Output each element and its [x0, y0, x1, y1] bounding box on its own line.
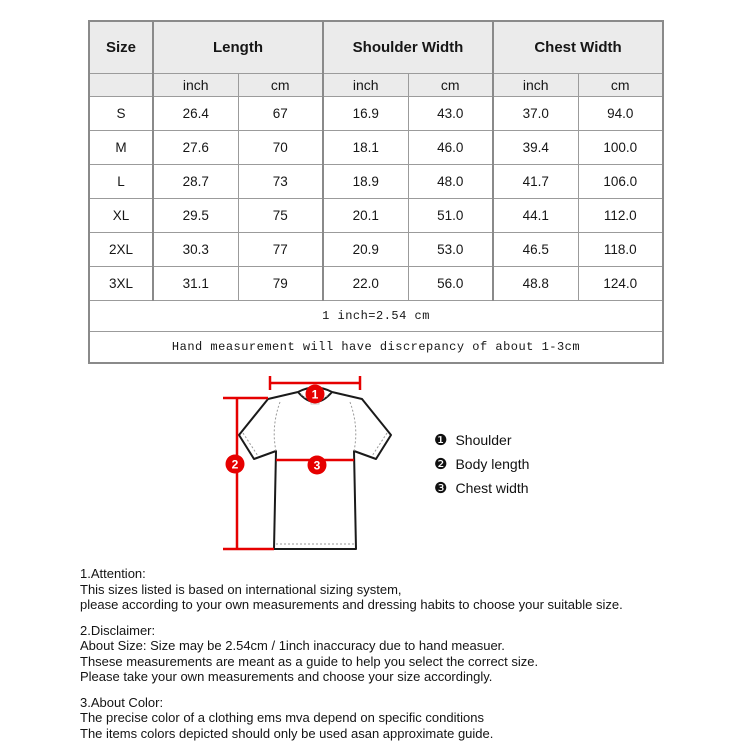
cell-value: 31.1	[153, 266, 238, 300]
legend-label: Body length	[455, 456, 530, 472]
table-row-s	[89, 96, 663, 130]
table-row-m	[89, 130, 663, 164]
cell-value: 77	[238, 232, 323, 266]
svg-text:1: 1	[311, 387, 319, 402]
table-row-3xl	[89, 266, 663, 300]
cell-value: 67	[238, 96, 323, 130]
size-label: L	[89, 164, 153, 198]
cell-value: 79	[238, 266, 323, 300]
cell-value: 70	[238, 130, 323, 164]
note-hand-measurement: Hand measurement will have discrepancy of about 1-3cm	[89, 331, 663, 363]
cell-value: 48.8	[493, 266, 578, 300]
cell-value: 106.0	[578, 164, 663, 198]
legend-label: Shoulder	[455, 432, 512, 448]
svg-text:3: 3	[313, 458, 321, 473]
cell-value: 124.0	[578, 266, 663, 300]
cell-value: 48.0	[408, 164, 493, 198]
cell-value: 20.9	[323, 232, 408, 266]
table-row-xl	[89, 198, 663, 232]
cell-value: 18.1	[323, 130, 408, 164]
subheader-chest-inch: inch	[493, 73, 578, 96]
info-text-block	[80, 566, 730, 750]
legend-label: Chest width	[455, 480, 529, 496]
table-row-l	[89, 164, 663, 198]
section-line: About Size: Size may be 2.54cm / 1inch inaccuracy due to hand measuer.	[80, 638, 505, 653]
size-label: 3XL	[89, 266, 153, 300]
subheader-length-inch: inch	[153, 73, 238, 96]
table-header-row	[89, 21, 663, 73]
cell-value: 43.0	[408, 96, 493, 130]
tshirt-measurement-diagram	[210, 372, 425, 560]
table-note-row	[89, 331, 663, 363]
section-line: please according to your own measurements and dressing habits to choose your suitable size.	[80, 597, 623, 612]
cell-value: 26.4	[153, 96, 238, 130]
section-line: This sizes listed is based on international sizing system,	[80, 581, 402, 597]
subheader-blank	[89, 73, 153, 96]
circled-one-icon: ❶	[434, 430, 448, 449]
subheader-chest-cm: cm	[578, 73, 663, 96]
cell-value: 51.0	[408, 198, 493, 232]
cell-value: 94.0	[578, 96, 663, 130]
marker-2	[226, 455, 245, 474]
about-color-section	[80, 695, 730, 742]
cell-value: 118.0	[578, 232, 663, 266]
size-label: S	[89, 96, 153, 130]
cell-value: 75	[238, 198, 323, 232]
subheader-shoulder-cm: cm	[408, 73, 493, 96]
cell-value: 41.7	[493, 164, 578, 198]
cell-value: 29.5	[153, 198, 238, 232]
column-header-size: Size	[89, 21, 153, 73]
note-inch-conversion: 1 inch=2.54 cm	[89, 300, 663, 331]
cell-value: 100.0	[578, 130, 663, 164]
cell-value: 30.3	[153, 232, 238, 266]
cell-value: 22.0	[323, 266, 408, 300]
cell-value: 18.9	[323, 164, 408, 198]
measurement-legend	[434, 432, 529, 496]
cell-value: 46.0	[408, 130, 493, 164]
cell-value: 27.6	[153, 130, 238, 164]
section-line: Thsese measurements are meant as a guide to help you select the correct size.	[80, 653, 539, 669]
legend-item-body-length	[434, 456, 529, 472]
attention-section	[80, 566, 730, 613]
marker-3	[308, 456, 327, 475]
section-line: The items colors depicted should only be used asan approximate guide.	[80, 725, 494, 741]
disclaimer-section	[80, 623, 730, 685]
cell-value: 37.0	[493, 96, 578, 130]
subheader-length-cm: cm	[238, 73, 323, 96]
cell-value: 112.0	[578, 198, 663, 232]
cell-value: 39.4	[493, 130, 578, 164]
svg-text:2: 2	[231, 457, 239, 472]
column-header-length: Length	[153, 21, 323, 73]
cell-value: 28.7	[153, 164, 238, 198]
cell-value: 44.1	[493, 198, 578, 232]
column-header-shoulder-width: Shoulder Width	[323, 21, 493, 73]
table-subheader-row	[89, 73, 663, 96]
cell-value: 16.9	[323, 96, 408, 130]
section-heading: 3.About Color:	[80, 694, 164, 710]
cell-value: 46.5	[493, 232, 578, 266]
legend-item-shoulder	[434, 432, 529, 448]
subheader-shoulder-inch: inch	[323, 73, 408, 96]
circled-three-icon: ❸	[434, 478, 448, 497]
section-line: Please take your own measurements and choose your size accordingly.	[80, 669, 493, 684]
table-note-row	[89, 300, 663, 331]
cell-value: 56.0	[408, 266, 493, 300]
cell-value: 73	[238, 164, 323, 198]
size-label: M	[89, 130, 153, 164]
section-heading: 2.Disclaimer:	[80, 622, 156, 638]
size-label: XL	[89, 198, 153, 232]
size-label: 2XL	[89, 232, 153, 266]
circled-two-icon: ❷	[434, 454, 448, 473]
cell-value: 20.1	[323, 198, 408, 232]
size-table	[88, 20, 664, 364]
table-row-2xl	[89, 232, 663, 266]
column-header-chest-width: Chest Width	[493, 21, 663, 73]
size-table-container	[88, 20, 664, 364]
legend-item-chest-width	[434, 480, 529, 496]
section-heading: 1.Attention:	[80, 566, 146, 581]
marker-1	[306, 385, 325, 404]
cell-value: 53.0	[408, 232, 493, 266]
section-line: The precise color of a clothing ems mva depend on specific conditions	[80, 710, 484, 725]
